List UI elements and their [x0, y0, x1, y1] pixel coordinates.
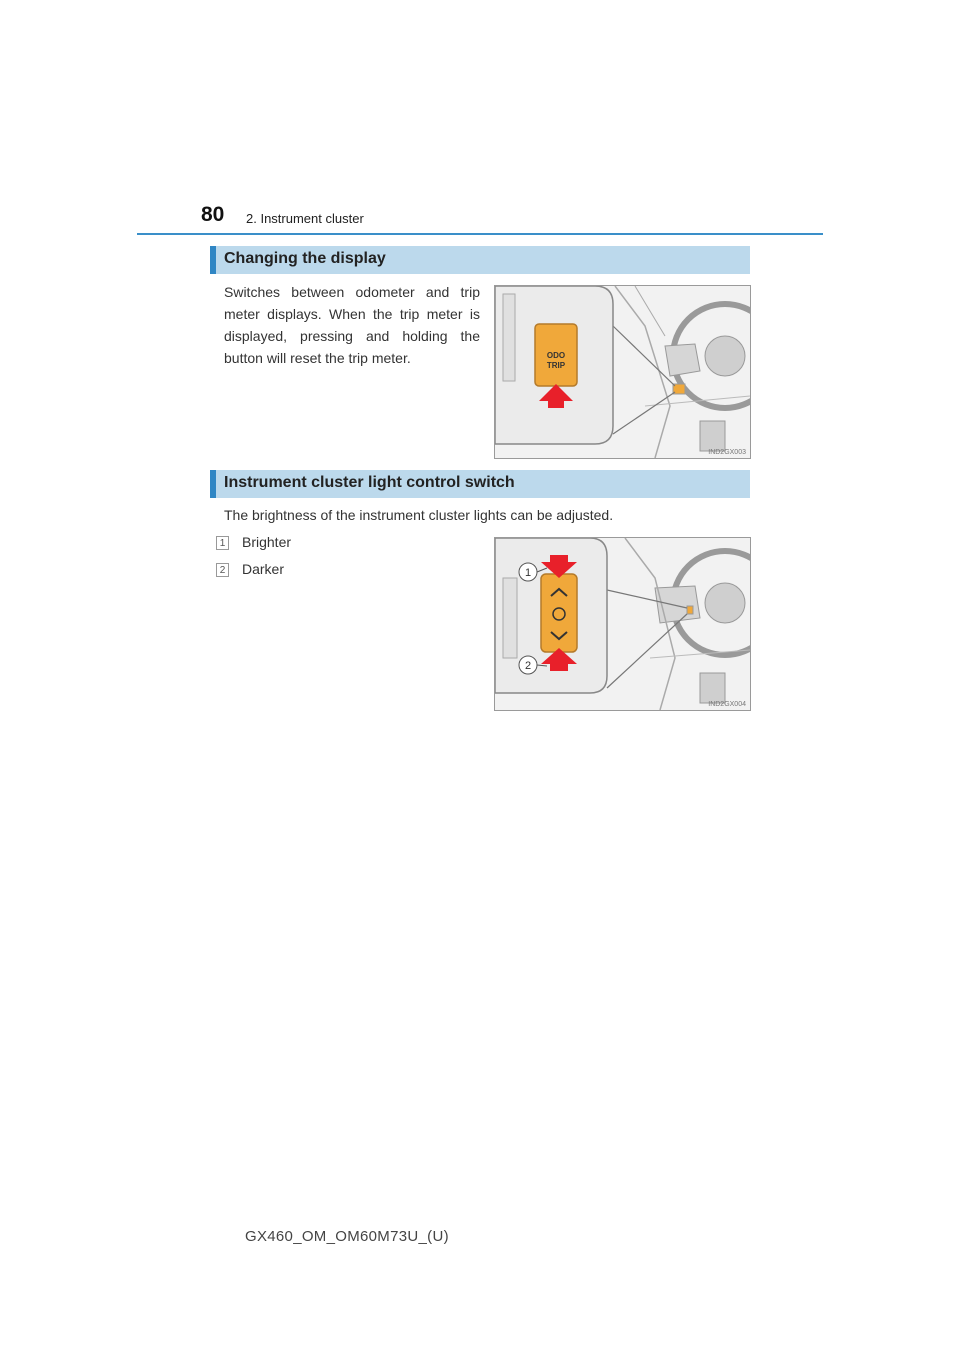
item-label-darker: Darker	[242, 561, 285, 577]
section-title: Changing the display	[224, 250, 386, 267]
item-label-brighter: Brighter	[242, 534, 292, 550]
page-number: 80	[201, 203, 225, 226]
section2-description: The brightness of the instrument cluster lights can be adjusted.	[224, 507, 614, 523]
callout-2: 2	[524, 660, 532, 672]
item-number-badge: 2	[216, 563, 229, 577]
document-code: GX460_OM_OM60M73U_(U)	[245, 1228, 449, 1245]
odo-trip-figure	[494, 285, 751, 459]
callout-1: 1	[524, 567, 532, 579]
light-control-illustration	[495, 538, 750, 710]
trip-label: TRIP	[546, 361, 566, 370]
item-number-badge: 1	[216, 536, 229, 550]
odo-label: ODO	[546, 351, 566, 360]
odo-trip-illustration	[495, 286, 750, 458]
header-rule	[137, 233, 823, 235]
light-control-figure	[494, 537, 751, 711]
chapter-title: 2. Instrument cluster	[246, 211, 364, 226]
section-title: Instrument cluster light control switch	[224, 474, 515, 491]
figure-code: IND2GX004	[708, 701, 746, 708]
section-heading-light-control	[210, 470, 750, 498]
figure-code: IND2GX003	[708, 449, 746, 456]
section1-description: Switches between odometer and trip meter displays. When the trip meter is displayed, pressing and holding the button will reset the trip meter.	[224, 284, 480, 366]
section-heading-changing-display	[210, 246, 750, 274]
